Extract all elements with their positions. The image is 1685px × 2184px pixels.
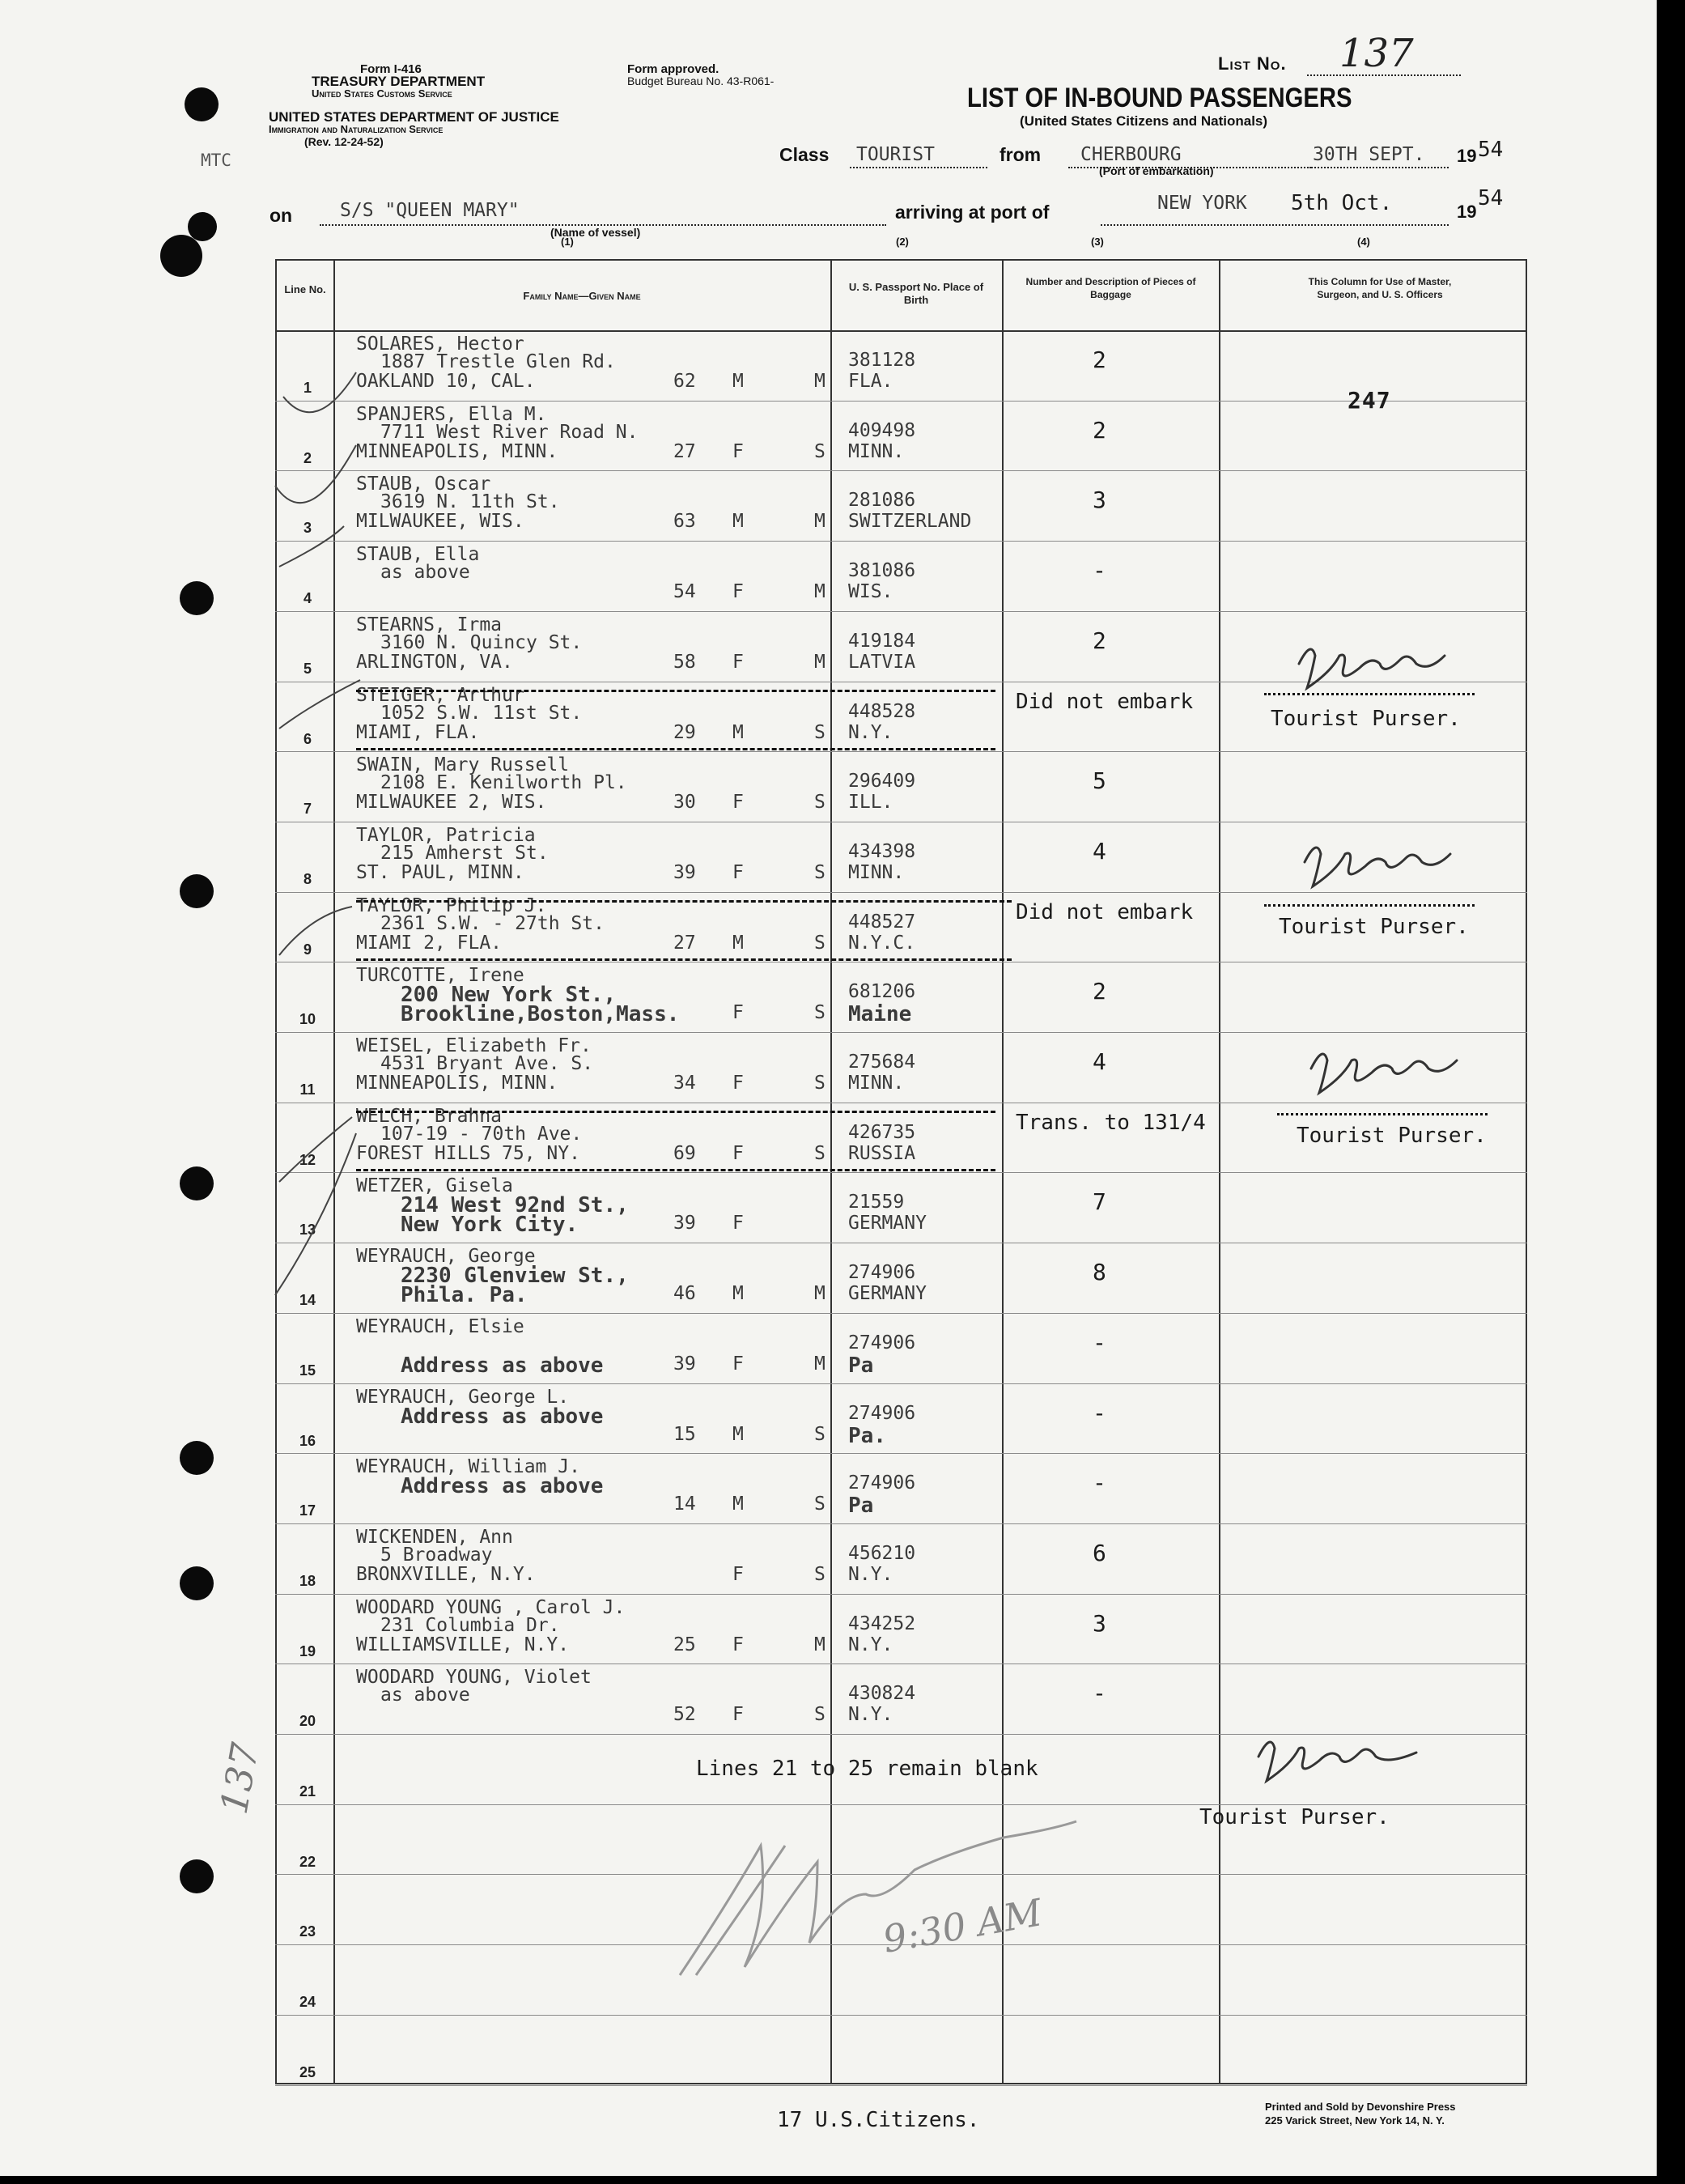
passenger-address-2: MIAMI, FLA. <box>356 722 480 743</box>
passenger-address-2: Brookline,Boston,Mass. <box>401 1002 680 1026</box>
line-number: 7 <box>303 800 312 817</box>
baggage-count: 5 <box>1093 767 1106 794</box>
dept-treasury: TREASURY DEPARTMENT <box>312 74 486 89</box>
passenger-address-1: 5 Broadway <box>380 1545 493 1566</box>
passenger-age: 69 <box>673 1143 696 1164</box>
place-of-birth: WIS. <box>848 581 893 602</box>
baggage-count: Did not embark <box>1016 900 1194 924</box>
line-number: 25 <box>299 2063 316 2080</box>
passenger-name: TAYLOR, Patricia <box>356 825 536 846</box>
passenger-age: 58 <box>673 652 696 673</box>
passenger-marital-status: S <box>814 933 826 954</box>
line-number: 9 <box>303 941 312 958</box>
place-of-birth: MINN. <box>848 862 905 883</box>
passenger-marital-status: S <box>814 1564 826 1585</box>
year-prefix-2: 19 <box>1457 202 1477 222</box>
passenger-address-1: Address as above <box>401 1474 604 1498</box>
arrival-date: 5th Oct. <box>1291 191 1393 215</box>
passenger-address-2: ST. PAUL, MINN. <box>356 862 524 883</box>
passenger-age: 52 <box>673 1704 696 1725</box>
place-of-birth: LATVIA <box>848 652 916 673</box>
dept-customs: United States Customs Service <box>312 87 452 100</box>
embark-date: 30TH SEPT. <box>1313 144 1425 165</box>
row-divider <box>275 611 1527 612</box>
passport-number: 448528 <box>848 701 916 722</box>
purser-note-1: Tourist Purser. <box>1271 707 1461 731</box>
form-number: Form I-416 <box>360 62 422 76</box>
passport-number: 419184 <box>848 631 916 652</box>
line-number: 16 <box>299 1432 316 1449</box>
passenger-age: 14 <box>673 1494 696 1515</box>
passenger-sex: M <box>732 933 744 954</box>
row-divider <box>275 2085 1527 2086</box>
place-of-birth: Pa. <box>848 1424 886 1448</box>
line-number: 13 <box>299 1221 316 1238</box>
margin-list-number: 137 <box>211 1740 268 1817</box>
line-number: 5 <box>303 660 312 677</box>
line-number: 18 <box>299 1572 316 1589</box>
passenger-name: SPANJERS, Ella M. <box>356 404 547 425</box>
punch-hole <box>180 1441 214 1475</box>
passport-number: 21559 <box>848 1192 905 1213</box>
passenger-name: STEARNS, Irma <box>356 614 503 635</box>
passenger-age: 46 <box>673 1283 696 1304</box>
baggage-count: 3 <box>1093 487 1106 513</box>
passport-number: 274906 <box>848 1472 916 1494</box>
passenger-marital-status: M <box>814 1353 826 1375</box>
passenger-marital-status: S <box>814 1424 826 1445</box>
line-number: 10 <box>299 1010 316 1027</box>
passenger-age: 54 <box>673 581 696 602</box>
dept-ins: Immigration and Naturalization Service <box>269 123 444 135</box>
line-number: 1 <box>303 379 312 396</box>
passenger-address-1: 214 West 92nd St., <box>401 1193 629 1217</box>
passenger-sex: F <box>732 1704 744 1725</box>
punch-hole <box>180 581 214 615</box>
port-embarkation-note: (Port of embarkation) <box>1099 164 1214 177</box>
passenger-address-1: 3160 N. Quincy St. <box>380 632 583 653</box>
passenger-sex: F <box>732 441 744 462</box>
passenger-age: 27 <box>673 441 696 462</box>
form-revision: (Rev. 12-24-52) <box>304 135 384 148</box>
passenger-name: WETZER, Gisela <box>356 1175 513 1196</box>
baggage-count: 2 <box>1093 978 1106 1005</box>
passenger-name: TURCOTTE, Irene <box>356 965 524 986</box>
passport-number: 381128 <box>848 350 916 371</box>
year-suffix-2: 54 <box>1478 186 1504 210</box>
passenger-age: 62 <box>673 371 696 392</box>
budget-bureau: Budget Bureau No. 43-R061- <box>627 74 775 87</box>
punch-hole <box>185 87 219 121</box>
passenger-address-1: 2230 Glenview St., <box>401 1264 629 1288</box>
row-divider <box>275 1874 1527 1875</box>
passenger-age: 39 <box>673 1213 696 1234</box>
row-divider <box>275 1734 1527 1735</box>
baggage-count: - <box>1093 1400 1106 1426</box>
passenger-address-1: 3619 N. 11th St. <box>380 491 560 512</box>
passport-number: 456210 <box>848 1543 916 1564</box>
passenger-address-2: MINNEAPOLIS, MINN. <box>356 1073 558 1094</box>
passenger-age: 29 <box>673 722 696 743</box>
class-label: Class <box>779 144 830 165</box>
row-divider <box>275 401 1527 402</box>
passenger-address-1: 215 Amherst St. <box>380 843 549 864</box>
passenger-name: WEYRAUCH, Elsie <box>356 1316 524 1337</box>
col-ref-3: (3) <box>1091 236 1104 248</box>
passenger-address-2: FOREST HILLS 75, NY. <box>356 1143 580 1164</box>
passenger-address-1: 2108 E. Kenilworth Pl. <box>380 772 627 793</box>
place-of-birth: N.Y. <box>848 722 893 743</box>
passenger-age: 63 <box>673 511 696 532</box>
passenger-name: SOLARES, Hector <box>356 334 524 355</box>
place-of-birth: FLA. <box>848 371 893 392</box>
row-divider <box>275 2015 1527 2016</box>
vessel-note: (Name of vessel) <box>550 226 641 239</box>
class-value: TOURIST <box>856 144 935 165</box>
row-divider <box>275 1523 1527 1524</box>
place-of-birth: Pa <box>848 1353 874 1378</box>
passenger-name: TAYLOR, Philip J. <box>356 895 547 916</box>
year-suffix-1: 54 <box>1478 138 1504 162</box>
passenger-marital-status: S <box>814 1073 826 1094</box>
row-divider <box>275 470 1527 471</box>
passport-number: 274906 <box>848 1262 916 1283</box>
passenger-name: WEYRAUCH, William J. <box>356 1456 580 1477</box>
passenger-sex: M <box>732 722 744 743</box>
passport-number: 426735 <box>848 1122 916 1143</box>
row-divider <box>275 751 1527 752</box>
port-embarkation: CHERBOURG <box>1080 144 1182 165</box>
baggage-count: 2 <box>1093 417 1106 444</box>
passport-number: 281086 <box>848 490 916 511</box>
baggage-count: 4 <box>1093 838 1106 865</box>
passenger-marital-status: M <box>814 652 826 673</box>
passport-number: 296409 <box>848 771 916 792</box>
purser-note-2: Tourist Purser. <box>1279 915 1469 939</box>
baggage-count: 7 <box>1093 1188 1106 1215</box>
line-number: 15 <box>299 1362 316 1379</box>
passenger-marital-status: M <box>814 371 826 392</box>
passenger-name: WOODARD YOUNG, Violet <box>356 1667 592 1688</box>
passenger-sex: F <box>732 862 744 883</box>
place-of-birth: RUSSIA <box>848 1143 916 1164</box>
punch-hole <box>180 1859 214 1893</box>
passport-number: 274906 <box>848 1332 916 1353</box>
passport-number: 430824 <box>848 1683 916 1704</box>
line-number: 20 <box>299 1712 316 1729</box>
passenger-sex: F <box>732 1073 744 1094</box>
passenger-name: STAUB, Oscar <box>356 474 491 495</box>
passenger-address-1: 1887 Trestle Glen Rd. <box>380 351 616 372</box>
passenger-address-2: MIAMI 2, FLA. <box>356 933 503 954</box>
passport-number: 381086 <box>848 560 916 581</box>
line-number: 2 <box>303 449 312 466</box>
passenger-address-2: New York City. <box>401 1213 579 1237</box>
col-baggage: Number and Description of Pieces of Baggage <box>1025 276 1196 300</box>
passenger-address-2: MILWAUKEE 2, WIS. <box>356 792 547 813</box>
inspection-time: 9:30 AM <box>879 1890 1046 1961</box>
passenger-age: 27 <box>673 933 696 954</box>
baggage-count: - <box>1093 1329 1106 1356</box>
passenger-address-2: MILWAUKEE, WIS. <box>356 511 524 532</box>
passenger-name: STEIGER, Arthur <box>356 685 524 706</box>
passport-number: 274906 <box>848 1403 916 1424</box>
row-divider <box>275 1032 1527 1033</box>
strike-line <box>356 748 995 750</box>
passenger-sex: M <box>732 1494 744 1515</box>
line-number: 23 <box>299 1923 316 1940</box>
passenger-marital-status: S <box>814 722 826 743</box>
passenger-sex: M <box>732 1283 744 1304</box>
arriving-label: arriving at port of <box>895 202 1050 223</box>
line-number: 17 <box>299 1502 316 1519</box>
passenger-sex: F <box>732 652 744 673</box>
strike-line <box>1277 1113 1488 1115</box>
strike-line <box>356 690 995 692</box>
officer-code: 247 <box>1348 387 1391 414</box>
col-officers: This Column for Use of Master, Surgeon, and U. S. Officers <box>1308 276 1452 300</box>
col-name: Family Name—Given Name <box>523 290 641 302</box>
blank-lines-note: Lines 21 to 25 remain blank <box>696 1757 1038 1781</box>
passenger-marital-status: M <box>814 511 826 532</box>
arrival-port: NEW YORK <box>1157 193 1247 214</box>
line-number: 14 <box>299 1291 316 1308</box>
on-label: on <box>270 205 293 226</box>
margin-note: MTC <box>201 151 231 170</box>
passenger-sex: M <box>732 511 744 532</box>
punch-hole <box>180 1566 214 1600</box>
place-of-birth: GERMANY <box>848 1283 927 1304</box>
passenger-sex: F <box>732 1564 744 1585</box>
citizen-count: 17 U.S.Citizens. <box>777 2108 980 2132</box>
passenger-name: SWAIN, Mary Russell <box>356 754 570 775</box>
class-line <box>850 167 987 168</box>
passenger-address-2: Address as above <box>401 1353 604 1378</box>
passenger-name: STAUB, Ella <box>356 544 480 565</box>
passenger-address-1: as above <box>380 1685 470 1706</box>
passenger-age: 34 <box>673 1073 696 1094</box>
year-prefix-1: 19 <box>1457 146 1477 166</box>
printer-line-2: 225 Varick Street, New York 14, N. Y. <box>1265 2114 1445 2127</box>
passenger-address-2: WILLIAMSVILLE, N.Y. <box>356 1634 570 1655</box>
punch-hole <box>180 874 214 908</box>
dept-justice: UNITED STATES DEPARTMENT OF JUSTICE <box>269 109 559 125</box>
punch-hole <box>188 212 217 241</box>
place-of-birth: N.Y. <box>848 1704 893 1725</box>
place-of-birth: N.Y. <box>848 1564 893 1585</box>
line-number: 22 <box>299 1853 316 1870</box>
baggage-count: 6 <box>1093 1540 1106 1566</box>
passenger-address-2: Phila. Pa. <box>401 1283 528 1307</box>
line-number: 19 <box>299 1642 316 1659</box>
baggage-count: - <box>1093 1680 1106 1706</box>
passenger-name: WEISEL, Elizabeth Fr. <box>356 1035 592 1056</box>
passenger-name: WELCH, Brahna <box>356 1106 503 1127</box>
line-number: 11 <box>299 1081 316 1098</box>
line-number: 12 <box>299 1151 316 1168</box>
place-of-birth: Maine <box>848 1002 912 1026</box>
passenger-address-2: ARLINGTON, VA. <box>356 652 513 673</box>
passenger-name: WICKENDEN, Ann <box>356 1527 513 1548</box>
passenger-marital-status: S <box>814 792 826 813</box>
passenger-marital-status: S <box>814 441 826 462</box>
passenger-sex: F <box>732 792 744 813</box>
strike-line <box>1264 904 1475 907</box>
passenger-sex: F <box>732 1143 744 1164</box>
place-of-birth: GERMANY <box>848 1213 927 1234</box>
baggage-count: 2 <box>1093 627 1106 654</box>
passenger-age: 15 <box>673 1424 696 1445</box>
strike-line <box>1264 693 1475 695</box>
row-divider <box>275 1594 1527 1595</box>
passenger-marital-status: M <box>814 581 826 602</box>
row-divider <box>275 1663 1527 1664</box>
list-number: 137 <box>1339 31 1414 76</box>
passport-number: 434398 <box>848 841 916 862</box>
passenger-address-2: OAKLAND 10, CAL. <box>356 371 536 392</box>
passenger-sex: F <box>732 581 744 602</box>
passenger-age: 39 <box>673 862 696 883</box>
col-ref-1: (1) <box>561 236 574 248</box>
line-number: 6 <box>303 730 312 747</box>
passenger-address-1: as above <box>380 562 470 583</box>
header-rule <box>275 330 1527 332</box>
list-number-label: List No. <box>1218 53 1287 74</box>
row-divider <box>275 892 1527 893</box>
row-divider <box>275 1313 1527 1314</box>
place-of-birth: MINN. <box>848 1073 905 1094</box>
passenger-address-1: 7711 West River Road N. <box>380 422 639 443</box>
strike-line <box>356 900 1012 903</box>
passenger-address-2: MINNEAPOLIS, MINN. <box>356 441 558 462</box>
place-of-birth: MINN. <box>848 441 905 462</box>
col-passport: U. S. Passport No. Place of Birth <box>848 281 984 306</box>
passenger-sex: M <box>732 371 744 392</box>
passenger-address-1: 231 Columbia Dr. <box>380 1615 560 1636</box>
passport-number: 434252 <box>848 1613 916 1634</box>
punch-hole <box>160 235 202 277</box>
from-label: from <box>1000 144 1042 165</box>
passenger-age: 30 <box>673 792 696 813</box>
passenger-address-1: 4531 Bryant Ave. S. <box>380 1053 594 1074</box>
place-of-birth: Pa <box>848 1494 874 1518</box>
place-of-birth: N.Y.C. <box>848 933 916 954</box>
passenger-marital-status: M <box>814 1283 826 1304</box>
form-approved: Form approved. <box>627 62 719 76</box>
line-number: 8 <box>303 870 312 887</box>
strike-line <box>356 958 1012 961</box>
passenger-sex: F <box>732 1002 744 1023</box>
place-of-birth: SWITZERLAND <box>848 511 972 532</box>
page-title: LIST OF IN-BOUND PASSENGERS <box>967 83 1352 113</box>
row-divider <box>275 541 1527 542</box>
passenger-address-1: 107-19 - 70th Ave. <box>380 1124 583 1145</box>
passenger-age: 39 <box>673 1353 696 1375</box>
scan-border-right <box>1657 0 1685 2184</box>
baggage-count: 8 <box>1093 1259 1106 1285</box>
baggage-count: - <box>1093 557 1106 584</box>
passenger-marital-status: S <box>814 1704 826 1725</box>
passenger-marital-status: S <box>814 1002 826 1023</box>
line-number: 3 <box>303 519 312 536</box>
strike-line <box>356 1169 995 1171</box>
printer-line-1: Printed and Sold by Devonshire Press <box>1265 2101 1456 2113</box>
passport-number: 409498 <box>848 420 916 441</box>
col-line-no: Line No. <box>284 283 326 295</box>
passenger-address-1: 200 New York St., <box>401 983 617 1007</box>
line-number: 4 <box>303 589 312 606</box>
passenger-name: WEYRAUCH, George L. <box>356 1387 570 1408</box>
strike-line <box>356 1111 995 1113</box>
row-divider <box>275 1383 1527 1384</box>
passenger-sex: F <box>732 1634 744 1655</box>
row-divider <box>275 1453 1527 1454</box>
passenger-address-1: 2361 S.W. - 27th St. <box>380 913 605 934</box>
purser-note-3: Tourist Purser. <box>1297 1124 1487 1148</box>
date-line <box>1311 167 1449 168</box>
purser-note-4: Tourist Purser. <box>1199 1805 1390 1829</box>
baggage-count: 2 <box>1093 346 1106 373</box>
passenger-marital-status: S <box>814 1143 826 1164</box>
passenger-name: WEYRAUCH, George <box>356 1246 536 1267</box>
page-subtitle: (United States Citizens and Nationals) <box>1020 113 1268 129</box>
baggage-count: 4 <box>1093 1048 1106 1075</box>
baggage-count: Trans. to 131/4 <box>1016 1111 1206 1135</box>
passenger-sex: F <box>732 1353 744 1375</box>
arrival-line <box>1101 224 1449 226</box>
passenger-address-1: 1052 S.W. 11st St. <box>380 703 583 724</box>
col-ref-4: (4) <box>1357 236 1370 248</box>
passenger-sex: M <box>732 1424 744 1445</box>
passenger-address-1: Address as above <box>401 1404 604 1429</box>
passenger-age: 25 <box>673 1634 696 1655</box>
passport-number: 448527 <box>848 911 916 933</box>
row-divider <box>275 1172 1527 1173</box>
passenger-sex: F <box>732 1213 744 1234</box>
passenger-address-2: BRONXVILLE, N.Y. <box>356 1564 536 1585</box>
baggage-count: Did not embark <box>1016 690 1194 714</box>
passenger-marital-status: S <box>814 1494 826 1515</box>
passenger-marital-status: M <box>814 1634 826 1655</box>
scan-border-bottom <box>0 2176 1685 2184</box>
passenger-name: WOODARD YOUNG , Carol J. <box>356 1597 626 1618</box>
baggage-count: - <box>1093 1469 1106 1496</box>
line-number: 21 <box>299 1782 316 1799</box>
passport-number: 275684 <box>848 1052 916 1073</box>
line-number: 24 <box>299 1993 316 2010</box>
baggage-count: 3 <box>1093 1610 1106 1637</box>
passenger-marital-status: S <box>814 862 826 883</box>
punch-hole <box>180 1166 214 1200</box>
passport-number: 681206 <box>848 981 916 1002</box>
place-of-birth: N.Y. <box>848 1634 893 1655</box>
vessel-name: S/S "QUEEN MARY" <box>340 200 520 221</box>
place-of-birth: ILL. <box>848 792 893 813</box>
col-ref-2: (2) <box>896 236 909 248</box>
